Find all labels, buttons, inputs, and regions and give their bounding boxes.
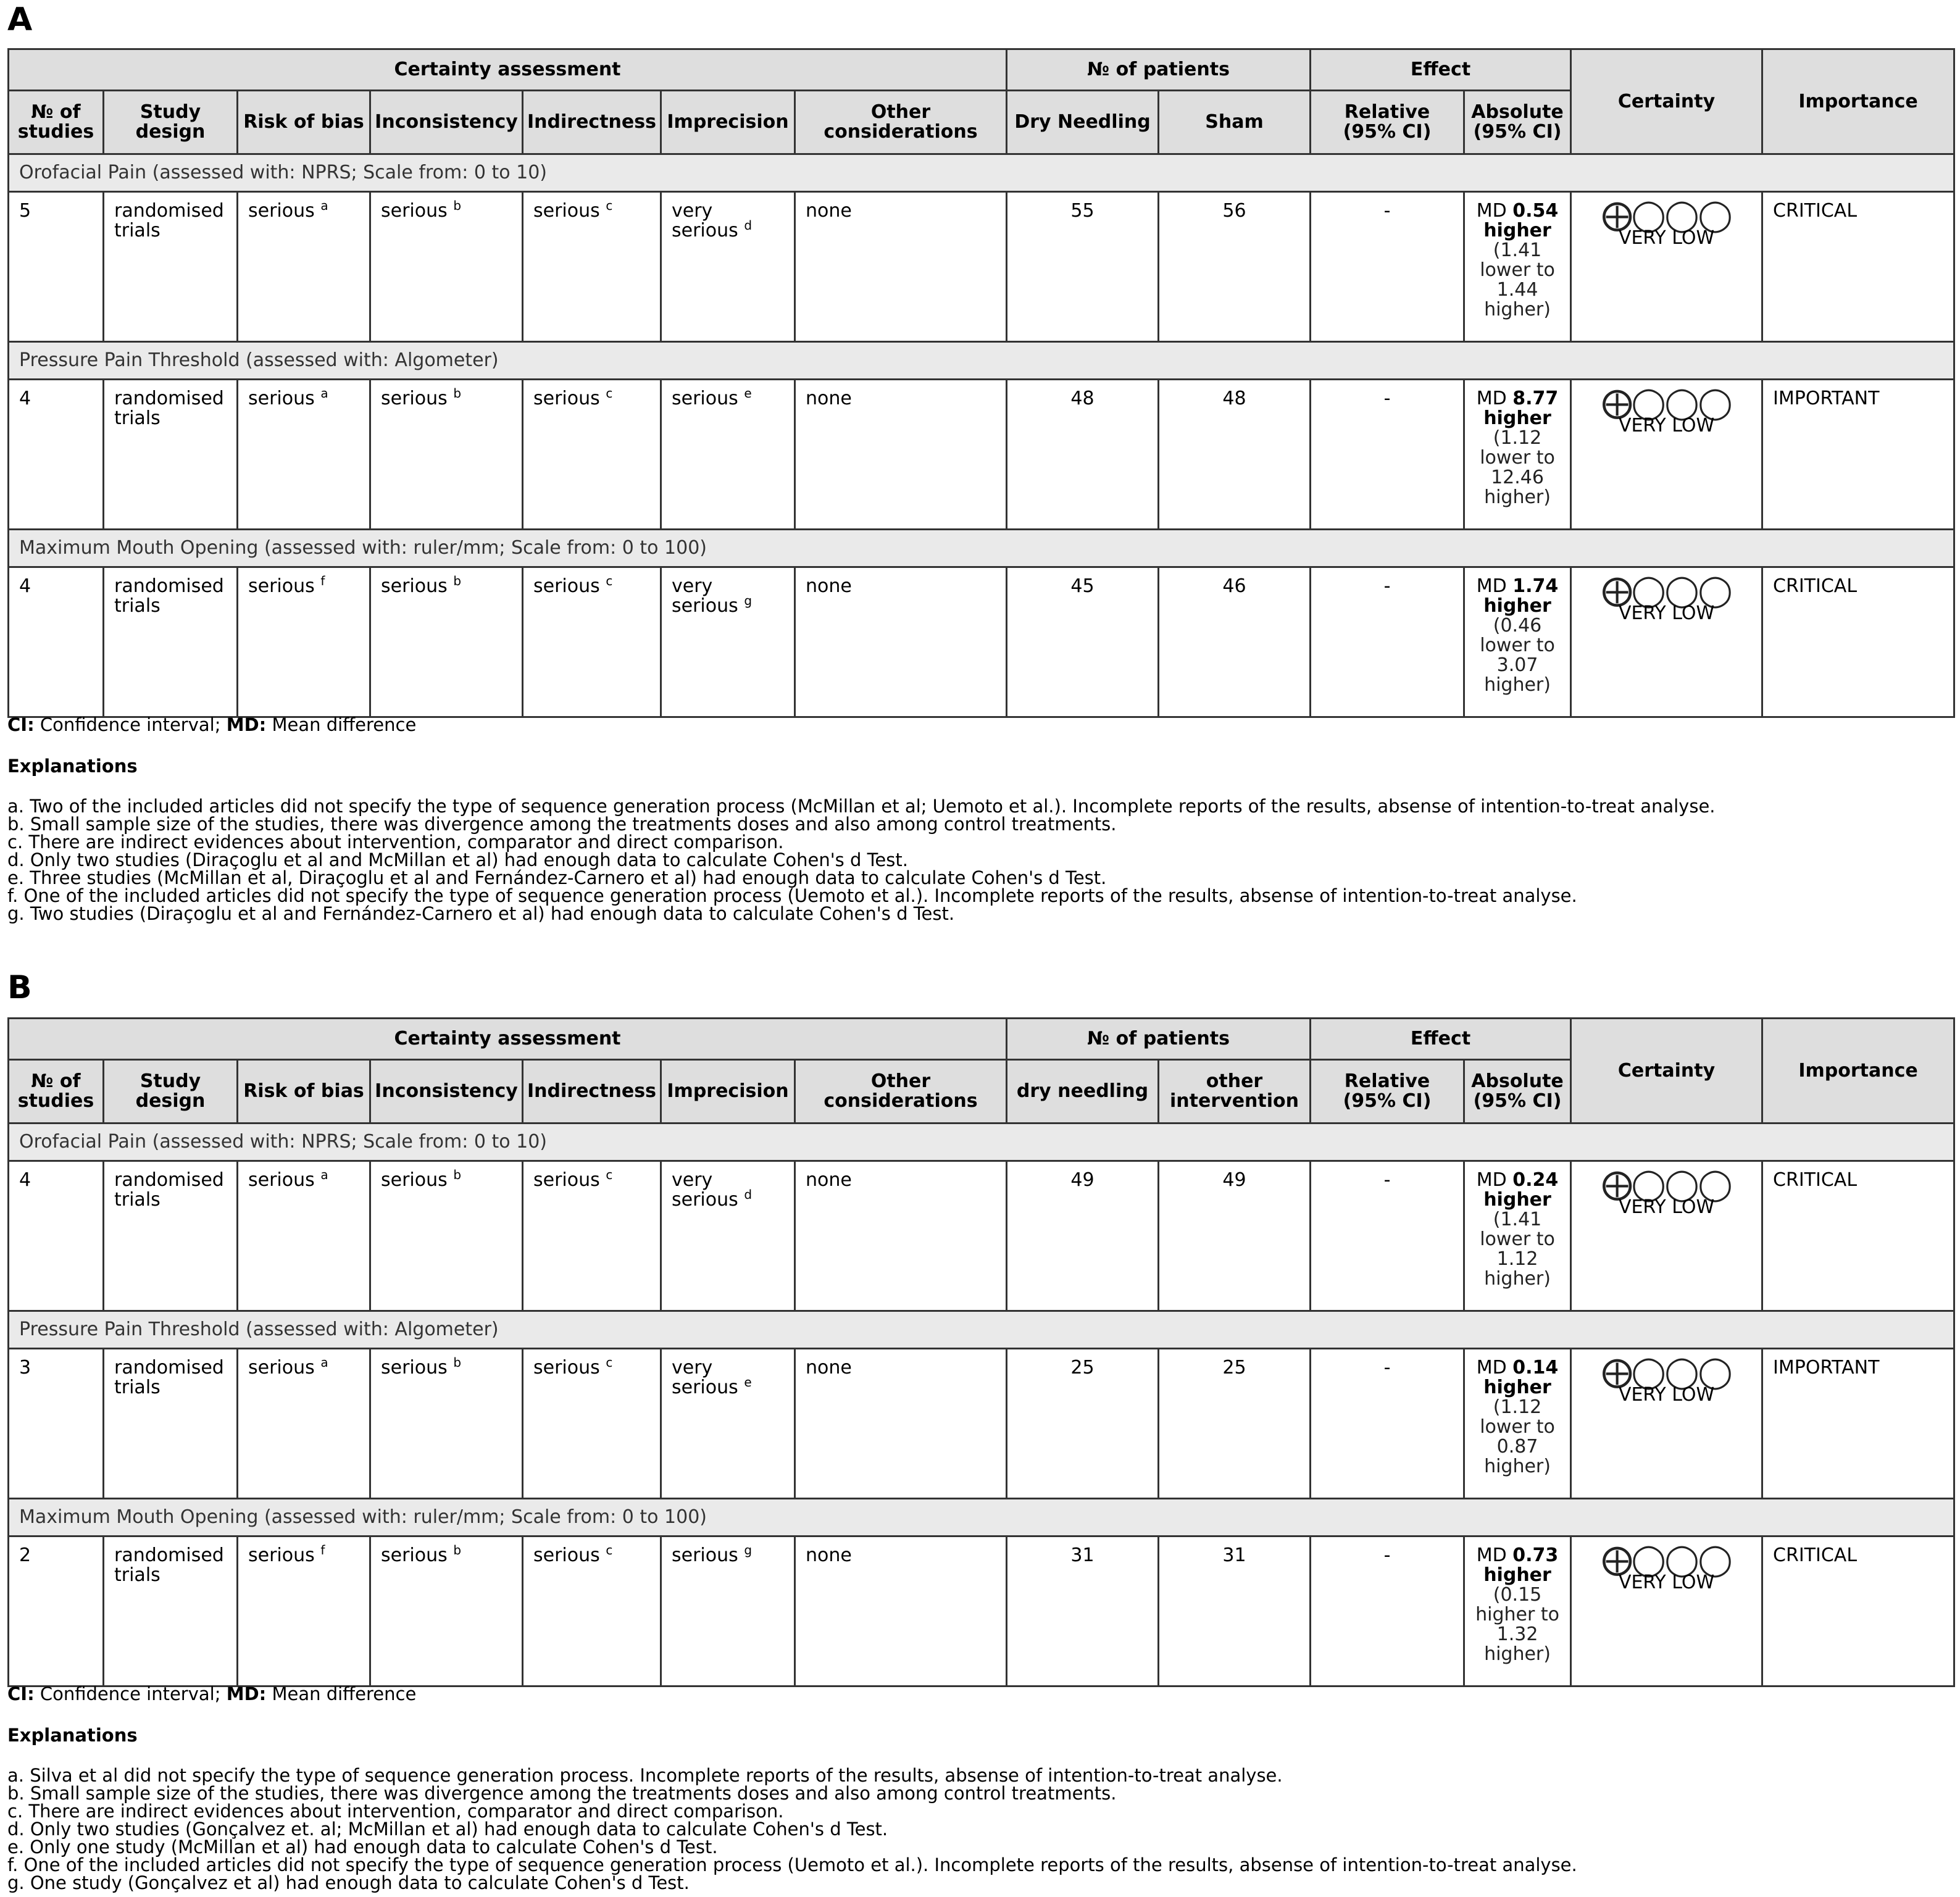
explanation-item: c. There are indirect evidences about intervention, comparator and direct comparison. [7, 832, 784, 853]
grade-table [7, 1017, 1955, 1687]
comparator-count-cell: 48 [1159, 380, 1311, 530]
certainty-cell [1571, 1349, 1762, 1499]
imprecision-cell: serious $^g$ [661, 1536, 795, 1686]
imprecision-cell: very serious $^g$ [661, 567, 795, 717]
footnote-marker: f [320, 573, 325, 588]
footnote-marker: d [744, 218, 753, 233]
absolute-header: Absolute (95% CI) [1464, 91, 1571, 154]
n-studies-cell: 4 [9, 380, 104, 530]
certainty-header: Certainty [1571, 1019, 1762, 1124]
indirectness-cell: serious $^c$ [523, 567, 661, 717]
explanation-item: e. Only one study (McMillan et al) had enough data to calculate Cohen's d Test. [7, 1837, 718, 1857]
relative-effect-cell: - [1311, 1349, 1464, 1499]
risk-of-bias-cell: serious $^a$ [238, 1349, 370, 1499]
intervention-count-cell: 25 [1007, 1349, 1159, 1499]
relative-effect-cell: - [1311, 192, 1464, 342]
comparator-count-cell: 56 [1159, 192, 1311, 342]
indirectness-header: Indirectness [523, 91, 661, 154]
table-row [9, 192, 1954, 342]
absolute-effect-cell: MD 1.74 higher (0.46 lower to 3.07 higher) [1464, 567, 1571, 717]
imprecision-cell: very serious $^e$ [661, 1349, 795, 1499]
footnote-marker: c [606, 573, 613, 588]
inconsistency-cell: serious $^b$ [370, 1161, 523, 1311]
footnote-marker: c [606, 1543, 613, 1557]
relative-effect-cell: - [1311, 567, 1464, 717]
importance-cell: CRITICAL [1762, 1161, 1954, 1311]
importance-cell: IMPORTANT [1762, 1349, 1954, 1499]
effect-header: Effect [1311, 1019, 1571, 1060]
intervention-count-cell: 48 [1007, 380, 1159, 530]
n-studies-header: № of studies [9, 1060, 104, 1124]
imprecision-cell: very serious $^d$ [661, 1161, 795, 1311]
table-row [9, 1349, 1954, 1499]
other-considerations-header: Other considerations [795, 1060, 1007, 1124]
comparator-count-cell: 25 [1159, 1349, 1311, 1499]
certainty-cell [1571, 1536, 1762, 1686]
intervention-count-cell: 49 [1007, 1161, 1159, 1311]
risk-of-bias-cell: serious $^a$ [238, 1161, 370, 1311]
explanation-item: b. Small sample size of the studies, there was divergence among the treatments doses and also among control treatments. [7, 1783, 1117, 1804]
comparator-count-cell: 31 [1159, 1536, 1311, 1686]
footnote-marker: b [453, 198, 462, 213]
inconsistency-cell: serious $^b$ [370, 1349, 523, 1499]
explanation-item: b. Small sample size of the studies, there was divergence among the treatments doses and also among control treatments. [7, 814, 1117, 835]
importance-header: Importance [1762, 1019, 1954, 1124]
outcome-section-header: Pressure Pain Threshold (assessed with: Algometer) [9, 342, 1954, 380]
table-row [9, 380, 1954, 530]
other-considerations-cell: none [795, 192, 1007, 342]
explanation-item: a. Two of the included articles did not specify the type of sequence generation process (McMillan et al; Uemoto et al.). Incomplete reports of the results, absense of intention-to-treat analyse. [7, 796, 1716, 817]
certainty-label: VERY LOW [1618, 227, 1715, 249]
certainty-cell [1571, 380, 1762, 530]
footnote-marker: b [453, 1167, 462, 1182]
relative-effect-cell: - [1311, 380, 1464, 530]
effect-header: Effect [1311, 49, 1571, 91]
comparator-count-cell: 46 [1159, 567, 1311, 717]
inconsistency-header: Inconsistency [370, 1060, 523, 1124]
footnote-marker: a [320, 1167, 328, 1182]
grade-table [7, 48, 1955, 718]
relative-header: Relative (95% CI) [1311, 91, 1464, 154]
relative-header: Relative (95% CI) [1311, 1060, 1464, 1124]
risk-of-bias-header: Risk of bias [238, 91, 370, 154]
footnote-marker: e [744, 386, 752, 401]
other-considerations-cell: none [795, 1161, 1007, 1311]
certainty-label: VERY LOW [1618, 415, 1715, 436]
relative-effect-cell: - [1311, 1161, 1464, 1311]
explanation-item: c. There are indirect evidences about intervention, comparator and direct comparison. [7, 1801, 784, 1822]
certainty-cell [1571, 567, 1762, 717]
study-design-header: Study design [104, 1060, 238, 1124]
explanation-item: a. Silva et al did not specify the type of sequence generation process. Incomplete reports of the results, absense of intention-to-treat analyse. [7, 1765, 1283, 1786]
outcome-section-header: Pressure Pain Threshold (assessed with: Algometer) [9, 1311, 1954, 1349]
footnote-marker: b [453, 386, 462, 401]
certainty-label: VERY LOW [1618, 602, 1715, 624]
footnote-marker: c [606, 198, 613, 213]
footnote-marker: g [744, 593, 753, 608]
certainty-assessment-header: Certainty assessment [9, 49, 1007, 91]
importance-cell: CRITICAL [1762, 192, 1954, 342]
explanation-item: e. Three studies (McMillan et al, Diraçoglu et al and Fernández-Carnero et al) had enough data to calculate Cohen's d Test. [7, 867, 1107, 888]
comparator-header: Sham [1159, 91, 1311, 154]
n-studies-cell: 4 [9, 567, 104, 717]
certainty-label: VERY LOW [1618, 1384, 1715, 1406]
footnote-marker: c [606, 386, 613, 401]
table-notes [7, 1685, 1953, 1892]
indirectness-header: Indirectness [523, 1060, 661, 1124]
footnote-marker: c [606, 1167, 613, 1182]
other-considerations-cell: none [795, 1536, 1007, 1686]
risk-of-bias-header: Risk of bias [238, 1060, 370, 1124]
certainty-rating-icon: ⨁◯◯◯ [1601, 197, 1732, 233]
explanation-item: d. Only two studies (Diraçoglu et al and McMillan et al) had enough data to calculate Cohen's d Test. [7, 849, 908, 870]
importance-cell: IMPORTANT [1762, 380, 1954, 530]
other-considerations-cell: none [795, 380, 1007, 530]
footnote-marker: a [320, 1355, 328, 1370]
intervention-count-cell: 45 [1007, 567, 1159, 717]
absolute-effect-cell: MD 0.73 higher (0.15 higher to 1.32 higher) [1464, 1536, 1571, 1686]
certainty-cell [1571, 1161, 1762, 1311]
abbreviations: CI: Confidence interval; MD: Mean difference [7, 714, 417, 735]
risk-of-bias-cell: serious $^f$ [238, 1536, 370, 1686]
outcome-section-header: Orofacial Pain (assessed with: NPRS; Scale from: 0 to 10) [9, 154, 1954, 192]
risk-of-bias-cell: serious $^f$ [238, 567, 370, 717]
importance-cell: CRITICAL [1762, 567, 1954, 717]
comparator-count-cell: 49 [1159, 1161, 1311, 1311]
explanation-item: d. Only two studies (Gonçalvez et. al; McMillan et al) had enough data to calculate Cohen's d Test. [7, 1819, 888, 1840]
indirectness-cell: serious $^c$ [523, 1536, 661, 1686]
intervention-count-cell: 31 [1007, 1536, 1159, 1686]
importance-cell: CRITICAL [1762, 1536, 1954, 1686]
explanation-item: f. One of the included articles did not specify the type of sequence generation process (Uemoto et al.). Incomplete reports of the results, absense of intention-to-treat analyse. [7, 1854, 1577, 1875]
certainty-rating-icon: ⨁◯◯◯ [1601, 385, 1732, 420]
footnote-marker: b [453, 1543, 462, 1557]
study-design-cell: randomised trials [104, 380, 238, 530]
abbreviations: CI: Confidence interval; MD: Mean difference [7, 1683, 417, 1704]
other-considerations-cell: none [795, 1349, 1007, 1499]
absolute-effect-cell: MD 8.77 higher (1.12 lower to 12.46 higher) [1464, 380, 1571, 530]
explanation-item: g. One study (Gonçalvez et al) had enough data to calculate Cohen's d Test. [7, 1872, 690, 1893]
imprecision-cell: serious $^e$ [661, 380, 795, 530]
absolute-effect-cell: MD 0.24 higher (1.41 lower to 1.12 higher) [1464, 1161, 1571, 1311]
footnote-marker: a [320, 386, 328, 401]
patients-header: № of patients [1007, 1019, 1311, 1060]
certainty-assessment-header: Certainty assessment [9, 1019, 1007, 1060]
footnote-marker: b [453, 573, 462, 588]
patients-header: № of patients [1007, 49, 1311, 91]
indirectness-cell: serious $^c$ [523, 1349, 661, 1499]
explanation-item: f. One of the included articles did not specify the type of sequence generation process (Uemoto et al.). Incomplete reports of the results, absense of intention-to-treat analyse. [7, 885, 1577, 906]
certainty-rating-icon: ⨁◯◯◯ [1601, 1541, 1732, 1577]
risk-of-bias-cell: serious $^a$ [238, 192, 370, 342]
outcome-section-header: Orofacial Pain (assessed with: NPRS; Scale from: 0 to 10) [9, 1124, 1954, 1161]
relative-effect-cell: - [1311, 1536, 1464, 1686]
outcome-section-header: Maximum Mouth Opening (assessed with: ruler/mm; Scale from: 0 to 100) [9, 530, 1954, 567]
certainty-cell [1571, 192, 1762, 342]
study-design-cell: randomised trials [104, 192, 238, 342]
footnote-marker: b [453, 1355, 462, 1370]
table-row [9, 1536, 1954, 1686]
study-design-cell: randomised trials [104, 1349, 238, 1499]
risk-of-bias-cell: serious $^a$ [238, 380, 370, 530]
n-studies-cell: 4 [9, 1161, 104, 1311]
table-row [9, 1161, 1954, 1311]
indirectness-cell: serious $^c$ [523, 380, 661, 530]
inconsistency-cell: serious $^b$ [370, 192, 523, 342]
intervention-header: dry needling [1007, 1060, 1159, 1124]
table-row [9, 567, 1954, 717]
absolute-header: Absolute (95% CI) [1464, 1060, 1571, 1124]
absolute-effect-cell: MD 0.54 higher (1.41 lower to 1.44 higher) [1464, 192, 1571, 342]
outcome-section-header: Maximum Mouth Opening (assessed with: ruler/mm; Scale from: 0 to 100) [9, 1499, 1954, 1536]
other-considerations-header: Other considerations [795, 91, 1007, 154]
certainty-label: VERY LOW [1618, 1196, 1715, 1218]
imprecision-header: Imprecision [661, 1060, 795, 1124]
study-design-header: Study design [104, 91, 238, 154]
n-studies-cell: 3 [9, 1349, 104, 1499]
explanations-title: Explanations [7, 1725, 138, 1746]
n-studies-cell: 5 [9, 192, 104, 342]
n-studies-header: № of studies [9, 91, 104, 154]
study-design-cell: randomised trials [104, 567, 238, 717]
intervention-count-cell: 55 [1007, 192, 1159, 342]
footnote-marker: a [320, 198, 328, 213]
panel-b [7, 969, 1953, 1895]
footnote-marker: g [744, 1543, 753, 1557]
comparator-header: other intervention [1159, 1060, 1311, 1124]
study-design-cell: randomised trials [104, 1536, 238, 1686]
other-considerations-cell: none [795, 567, 1007, 717]
footnote-marker: c [606, 1355, 613, 1370]
importance-header: Importance [1762, 49, 1954, 154]
explanation-item: g. Two studies (Diraçoglu et al and Fernández-Carnero et al) had enough data to calculate Cohen's d Test. [7, 903, 955, 924]
panel-label: A [7, 1, 33, 38]
imprecision-cell: very serious $^d$ [661, 192, 795, 342]
footnote-marker: d [744, 1187, 753, 1202]
footnote-marker: f [320, 1543, 325, 1557]
footnote-marker: e [744, 1375, 752, 1390]
study-design-cell: randomised trials [104, 1161, 238, 1311]
imprecision-header: Imprecision [661, 91, 795, 154]
inconsistency-cell: serious $^b$ [370, 567, 523, 717]
panel-label: B [7, 969, 32, 1006]
certainty-rating-icon: ⨁◯◯◯ [1601, 572, 1732, 608]
indirectness-cell: serious $^c$ [523, 192, 661, 342]
inconsistency-cell: serious $^b$ [370, 1536, 523, 1686]
panel-a [7, 0, 1953, 951]
certainty-rating-icon: ⨁◯◯◯ [1601, 1166, 1732, 1202]
absolute-effect-cell: MD 0.14 higher (1.12 lower to 0.87 higher) [1464, 1349, 1571, 1499]
explanations-title: Explanations [7, 756, 138, 777]
intervention-header: Dry Needling [1007, 91, 1159, 154]
n-studies-cell: 2 [9, 1536, 104, 1686]
certainty-label: VERY LOW [1618, 1572, 1715, 1593]
indirectness-cell: serious $^c$ [523, 1161, 661, 1311]
table-notes [7, 716, 1953, 923]
certainty-header: Certainty [1571, 49, 1762, 154]
inconsistency-cell: serious $^b$ [370, 380, 523, 530]
inconsistency-header: Inconsistency [370, 91, 523, 154]
certainty-rating-icon: ⨁◯◯◯ [1601, 1354, 1732, 1390]
